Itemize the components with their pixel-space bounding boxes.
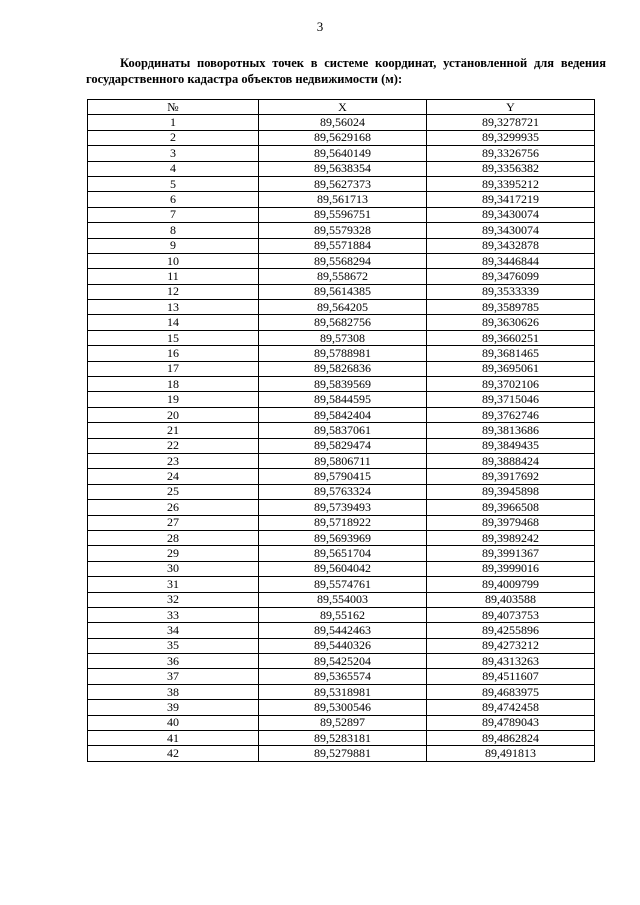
table-row bbox=[88, 176, 595, 191]
cell-x: 89,5763324 bbox=[259, 484, 427, 499]
cell-x: 89,5629168 bbox=[259, 130, 427, 145]
cell-y: 89,3326756 bbox=[427, 146, 595, 161]
cell-y: 89,3999016 bbox=[427, 561, 595, 576]
cell-x: 89,5837061 bbox=[259, 423, 427, 438]
cell-x: 89,5300546 bbox=[259, 700, 427, 715]
cell-number: 12 bbox=[88, 284, 259, 299]
cell-number: 17 bbox=[88, 361, 259, 376]
table-row bbox=[88, 377, 595, 392]
table-row bbox=[88, 300, 595, 315]
cell-y: 89,4073753 bbox=[427, 607, 595, 622]
cell-y: 89,3702106 bbox=[427, 377, 595, 392]
cell-x: 89,5844595 bbox=[259, 392, 427, 407]
cell-x: 89,5283181 bbox=[259, 731, 427, 746]
cell-x: 89,5568294 bbox=[259, 253, 427, 268]
cell-x: 89,5693969 bbox=[259, 530, 427, 545]
cell-number: 38 bbox=[88, 684, 259, 699]
cell-x: 89,5839569 bbox=[259, 377, 427, 392]
table-row bbox=[88, 161, 595, 176]
cell-y: 89,3813686 bbox=[427, 423, 595, 438]
cell-number: 29 bbox=[88, 546, 259, 561]
table-row bbox=[88, 361, 595, 376]
cell-number: 32 bbox=[88, 592, 259, 607]
cell-number: 9 bbox=[88, 238, 259, 253]
cell-number: 24 bbox=[88, 469, 259, 484]
cell-number: 2 bbox=[88, 130, 259, 145]
cell-y: 89,3417219 bbox=[427, 192, 595, 207]
cell-x: 89,5574761 bbox=[259, 577, 427, 592]
cell-y: 89,4683975 bbox=[427, 684, 595, 699]
cell-y: 89,3356382 bbox=[427, 161, 595, 176]
table-row bbox=[88, 484, 595, 499]
table-row bbox=[88, 407, 595, 422]
cell-y: 89,403588 bbox=[427, 592, 595, 607]
cell-x: 89,5318981 bbox=[259, 684, 427, 699]
table-body bbox=[88, 115, 595, 761]
cell-x: 89,56024 bbox=[259, 115, 427, 130]
table-row bbox=[88, 577, 595, 592]
table-row bbox=[88, 223, 595, 238]
cell-number: 10 bbox=[88, 253, 259, 268]
table-row bbox=[88, 115, 595, 130]
table-row bbox=[88, 238, 595, 253]
table-row bbox=[88, 346, 595, 361]
cell-number: 5 bbox=[88, 176, 259, 191]
table-header-row bbox=[88, 100, 595, 115]
table-row bbox=[88, 715, 595, 730]
cell-y: 89,3430074 bbox=[427, 207, 595, 222]
cell-y: 89,3299935 bbox=[427, 130, 595, 145]
cell-y: 89,3966508 bbox=[427, 500, 595, 515]
column-header-y: Y bbox=[427, 100, 595, 115]
table-row bbox=[88, 684, 595, 699]
table-row bbox=[88, 592, 595, 607]
cell-y: 89,3630626 bbox=[427, 315, 595, 330]
table-row bbox=[88, 607, 595, 622]
table-row bbox=[88, 623, 595, 638]
cell-number: 36 bbox=[88, 654, 259, 669]
cell-y: 89,3681465 bbox=[427, 346, 595, 361]
cell-x: 89,5425204 bbox=[259, 654, 427, 669]
cell-y: 89,3660251 bbox=[427, 330, 595, 345]
table-row bbox=[88, 207, 595, 222]
cell-y: 89,3979468 bbox=[427, 515, 595, 530]
cell-y: 89,3446844 bbox=[427, 253, 595, 268]
table-row bbox=[88, 669, 595, 684]
table-row bbox=[88, 438, 595, 453]
cell-y: 89,491813 bbox=[427, 746, 595, 761]
cell-x: 89,5579328 bbox=[259, 223, 427, 238]
cell-x: 89,5604042 bbox=[259, 561, 427, 576]
column-header-x: X bbox=[259, 100, 427, 115]
cell-y: 89,3917692 bbox=[427, 469, 595, 484]
cell-number: 33 bbox=[88, 607, 259, 622]
cell-number: 41 bbox=[88, 731, 259, 746]
cell-number: 15 bbox=[88, 330, 259, 345]
cell-y: 89,3888424 bbox=[427, 453, 595, 468]
cell-number: 18 bbox=[88, 377, 259, 392]
cell-y: 89,4313263 bbox=[427, 654, 595, 669]
cell-number: 21 bbox=[88, 423, 259, 438]
cell-number: 35 bbox=[88, 638, 259, 653]
page-number: 3 bbox=[316, 19, 324, 34]
cell-y: 89,3695061 bbox=[427, 361, 595, 376]
cell-number: 42 bbox=[88, 746, 259, 761]
table-row bbox=[88, 269, 595, 284]
cell-number: 20 bbox=[88, 407, 259, 422]
table-row bbox=[88, 515, 595, 530]
cell-x: 89,5365574 bbox=[259, 669, 427, 684]
cell-number: 7 bbox=[88, 207, 259, 222]
cell-number: 1 bbox=[88, 115, 259, 130]
cell-y: 89,3762746 bbox=[427, 407, 595, 422]
cell-y: 89,3589785 bbox=[427, 300, 595, 315]
cell-y: 89,3430074 bbox=[427, 223, 595, 238]
cell-y: 89,3991367 bbox=[427, 546, 595, 561]
cell-y: 89,4009799 bbox=[427, 577, 595, 592]
table-row bbox=[88, 453, 595, 468]
column-header-number: № bbox=[88, 100, 259, 115]
cell-x: 89,5571884 bbox=[259, 238, 427, 253]
cell-number: 3 bbox=[88, 146, 259, 161]
cell-x: 89,5826836 bbox=[259, 361, 427, 376]
cell-x: 89,5829474 bbox=[259, 438, 427, 453]
cell-number: 22 bbox=[88, 438, 259, 453]
cell-y: 89,4742458 bbox=[427, 700, 595, 715]
cell-number: 25 bbox=[88, 484, 259, 499]
cell-y: 89,3945898 bbox=[427, 484, 595, 499]
cell-x: 89,5279881 bbox=[259, 746, 427, 761]
cell-x: 89,5596751 bbox=[259, 207, 427, 222]
cell-number: 11 bbox=[88, 269, 259, 284]
table-row bbox=[88, 284, 595, 299]
table-row bbox=[88, 315, 595, 330]
table-row bbox=[88, 561, 595, 576]
cell-x: 89,5788981 bbox=[259, 346, 427, 361]
cell-number: 34 bbox=[88, 623, 259, 638]
cell-x: 89,5806711 bbox=[259, 453, 427, 468]
table-row bbox=[88, 423, 595, 438]
cell-x: 89,558672 bbox=[259, 269, 427, 284]
table-row bbox=[88, 392, 595, 407]
cell-x: 89,52897 bbox=[259, 715, 427, 730]
cell-number: 19 bbox=[88, 392, 259, 407]
table-row bbox=[88, 546, 595, 561]
cell-x: 89,5614385 bbox=[259, 284, 427, 299]
cell-number: 27 bbox=[88, 515, 259, 530]
cell-number: 26 bbox=[88, 500, 259, 515]
cell-number: 31 bbox=[88, 577, 259, 592]
cell-y: 89,3849435 bbox=[427, 438, 595, 453]
table-row bbox=[88, 469, 595, 484]
cell-x: 89,5640149 bbox=[259, 146, 427, 161]
cell-y: 89,4255896 bbox=[427, 623, 595, 638]
cell-number: 6 bbox=[88, 192, 259, 207]
cell-x: 89,5682756 bbox=[259, 315, 427, 330]
cell-number: 37 bbox=[88, 669, 259, 684]
cell-number: 30 bbox=[88, 561, 259, 576]
cell-x: 89,57308 bbox=[259, 330, 427, 345]
cell-number: 4 bbox=[88, 161, 259, 176]
coordinates-table bbox=[87, 99, 595, 762]
table-row bbox=[88, 530, 595, 545]
cell-x: 89,5638354 bbox=[259, 161, 427, 176]
cell-x: 89,55162 bbox=[259, 607, 427, 622]
cell-x: 89,5718922 bbox=[259, 515, 427, 530]
cell-number: 28 bbox=[88, 530, 259, 545]
table-row bbox=[88, 654, 595, 669]
cell-x: 89,5739493 bbox=[259, 500, 427, 515]
cell-y: 89,3476099 bbox=[427, 269, 595, 284]
cell-y: 89,4862824 bbox=[427, 731, 595, 746]
cell-number: 16 bbox=[88, 346, 259, 361]
cell-y: 89,4789043 bbox=[427, 715, 595, 730]
cell-y: 89,3278721 bbox=[427, 115, 595, 130]
table-row bbox=[88, 746, 595, 761]
cell-number: 39 bbox=[88, 700, 259, 715]
table-row bbox=[88, 330, 595, 345]
cell-y: 89,4511607 bbox=[427, 669, 595, 684]
cell-x: 89,5842404 bbox=[259, 407, 427, 422]
cell-x: 89,561713 bbox=[259, 192, 427, 207]
cell-x: 89,5790415 bbox=[259, 469, 427, 484]
cell-y: 89,3715046 bbox=[427, 392, 595, 407]
cell-x: 89,564205 bbox=[259, 300, 427, 315]
table-row bbox=[88, 192, 595, 207]
cell-y: 89,3432878 bbox=[427, 238, 595, 253]
cell-number: 23 bbox=[88, 453, 259, 468]
table-row bbox=[88, 731, 595, 746]
cell-x: 89,5442463 bbox=[259, 623, 427, 638]
cell-x: 89,5651704 bbox=[259, 546, 427, 561]
cell-y: 89,3395212 bbox=[427, 176, 595, 191]
cell-x: 89,554003 bbox=[259, 592, 427, 607]
table-row bbox=[88, 700, 595, 715]
cell-number: 13 bbox=[88, 300, 259, 315]
document-title: Координаты поворотных точек в системе координат, установленной для ведения государственного кадастра объектов недвижимости (м): bbox=[86, 56, 606, 86]
table-row bbox=[88, 130, 595, 145]
cell-number: 14 bbox=[88, 315, 259, 330]
cell-number: 40 bbox=[88, 715, 259, 730]
cell-y: 89,3533339 bbox=[427, 284, 595, 299]
cell-y: 89,3989242 bbox=[427, 530, 595, 545]
table-row bbox=[88, 500, 595, 515]
table-row bbox=[88, 253, 595, 268]
table-row bbox=[88, 146, 595, 161]
cell-x: 89,5627373 bbox=[259, 176, 427, 191]
cell-y: 89,4273212 bbox=[427, 638, 595, 653]
table-row bbox=[88, 638, 595, 653]
cell-x: 89,5440326 bbox=[259, 638, 427, 653]
cell-number: 8 bbox=[88, 223, 259, 238]
